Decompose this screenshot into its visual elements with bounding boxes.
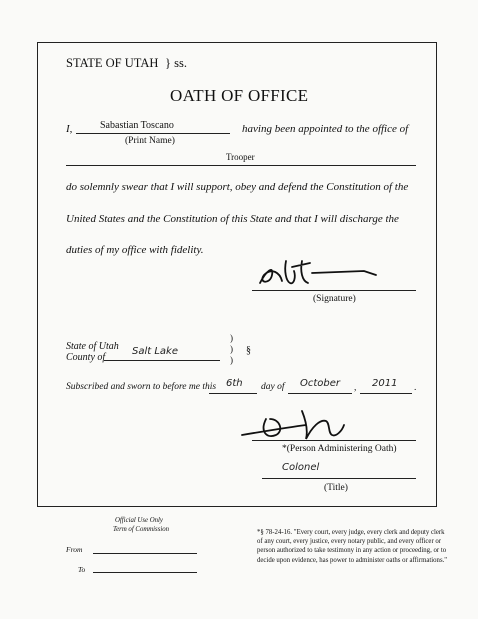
to-label: To xyxy=(78,565,86,574)
oath-prefix: I, xyxy=(66,123,73,135)
appointee-signature xyxy=(252,253,382,293)
county-value: Salt Lake xyxy=(132,346,178,357)
from-label: From xyxy=(66,545,83,554)
signature-line xyxy=(252,290,416,291)
office-value: Trooper xyxy=(226,152,255,162)
name-line xyxy=(76,133,230,134)
office-line xyxy=(66,165,416,166)
state-heading: STATE OF UTAH xyxy=(66,56,159,70)
having-text: having been appointed to the office of xyxy=(242,123,409,135)
term-label: Term of Commission xyxy=(113,526,170,533)
administrator-line xyxy=(252,440,416,441)
statute-notice: *§ 78-24-16. "Every court, every judge, every clerk and deputy clerk of any court, every justice, every notary public, and every officer or person authorized to take testimony in any action or proceeding, or to decide upon evidence, has power to administer oaths or affirmations." xyxy=(257,529,448,564)
document-title: OATH OF OFFICE xyxy=(170,86,309,105)
year-line xyxy=(360,393,412,394)
title-line xyxy=(262,478,416,479)
venue-county-label: County of xyxy=(66,352,106,363)
subscribed-text: Subscribed and sworn to before me this xyxy=(66,382,217,392)
official-use-label: Official Use Only xyxy=(115,517,163,524)
administrator-signature xyxy=(236,405,366,445)
appointee-name: Sabastian Toscano xyxy=(100,120,174,131)
day-line xyxy=(209,393,257,394)
month-line xyxy=(288,393,352,394)
administrator-label: *(Person Administering Oath) xyxy=(282,444,397,454)
day-of-text: day of xyxy=(261,382,285,392)
venue-state: State of Utah xyxy=(66,341,119,352)
ss-marker: } ss. xyxy=(165,56,187,70)
signature-label: (Signature) xyxy=(313,294,356,304)
venue-brackets: ) ) ) xyxy=(230,333,233,365)
oath-line-1: do solemnly swear that I will support, obey and defend the Constitution of the xyxy=(66,181,409,193)
date-end: . xyxy=(414,383,417,393)
title-label: (Title) xyxy=(324,483,348,493)
date-separator: , xyxy=(354,383,357,393)
month-value: October xyxy=(300,378,341,389)
print-name-label: (Print Name) xyxy=(125,136,175,146)
section-symbol: § xyxy=(246,345,251,356)
title-value: Colonel xyxy=(282,462,320,473)
to-line xyxy=(93,572,197,573)
county-line xyxy=(104,360,220,361)
oath-line-2: United States and the Constitution of this State and that I will discharge the xyxy=(66,213,399,225)
day-value: 6th xyxy=(226,378,243,389)
oath-line-3: duties of my office with fidelity. xyxy=(66,244,204,256)
from-line xyxy=(93,553,197,554)
year-value: 2011 xyxy=(372,378,398,389)
